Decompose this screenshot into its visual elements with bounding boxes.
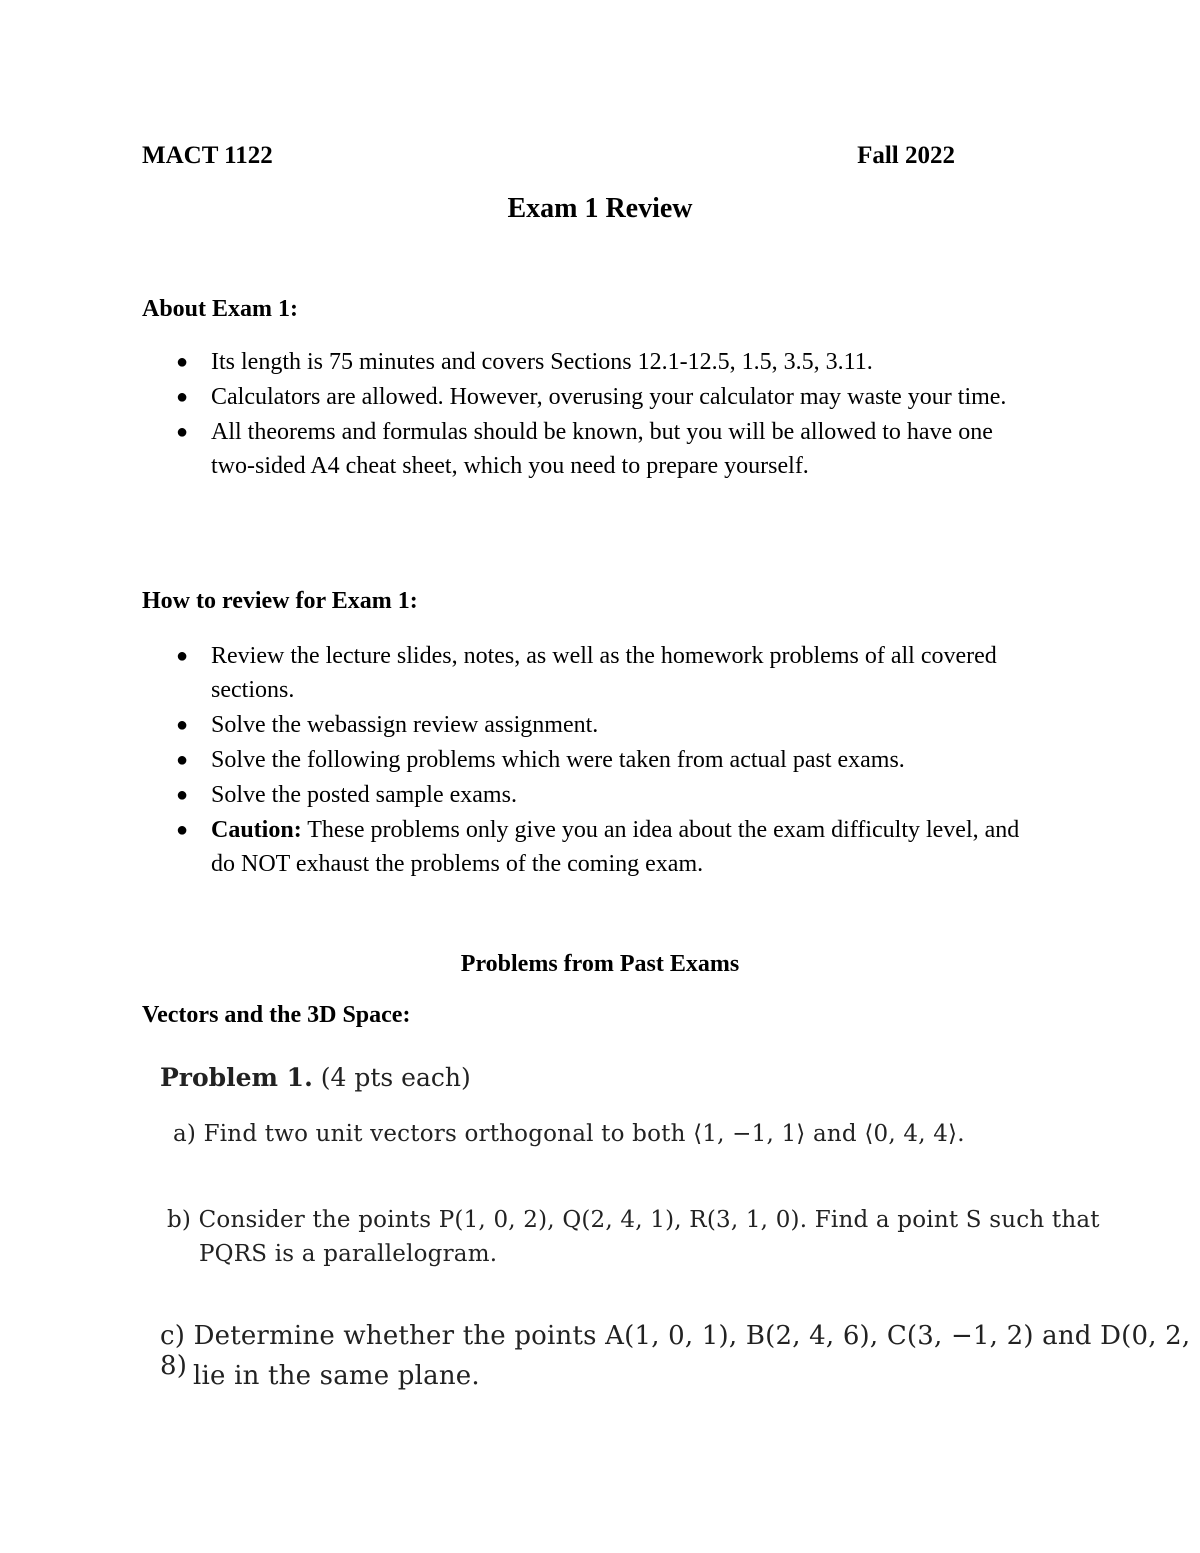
term-label: Fall 2022 [857, 142, 955, 169]
page-title: Exam 1 Review [507, 193, 693, 224]
list-item-text: Calculators are allowed. However, overusing your calculator may waste your time. [211, 384, 1007, 410]
problem-label: Problem 1. [160, 1063, 313, 1092]
problems-section-title: Problems from Past Exams [460, 951, 740, 977]
list-item-text: Its length is 75 minutes and covers Sections 12.1-12.5, 1.5, 3.5, 3.11. [211, 349, 873, 375]
list-item [142, 708, 1042, 742]
bullet-icon: ● [176, 645, 189, 667]
bullet-icon: ● [176, 714, 189, 736]
list-item [142, 778, 1042, 812]
caution-text: These problems only give you an idea about the exam difficulty level, and do NOT exhaust the problems of the coming exam. [211, 817, 1020, 877]
bullet-icon: ● [176, 351, 189, 373]
howto-list [142, 639, 1042, 882]
bullet-icon: ● [176, 386, 189, 408]
problem-1-title [160, 1063, 471, 1092]
problem-1b-line1: b) Consider the points P(1, 0, 2), Q(2, 4, 1), R(3, 1, 0). Find a point S such that [167, 1207, 1100, 1233]
vectors-heading: Vectors and the 3D Space: [142, 1002, 411, 1028]
list-item [142, 380, 1042, 414]
about-heading: About Exam 1: [142, 296, 299, 322]
problem-1a: a) Find two unit vectors orthogonal to both ⟨1, −1, 1⟩ and ⟨0, 4, 4⟩. [173, 1121, 965, 1147]
list-item-text: Solve the posted sample exams. [211, 782, 517, 808]
bullet-icon: ● [176, 784, 189, 806]
list-item-text: Review the lecture slides, notes, as well as the homework problems of all covered sections. [211, 643, 997, 703]
list-item [142, 743, 1042, 777]
list-item-text: Solve the following problems which were taken from actual past exams. [211, 747, 905, 773]
list-item [142, 345, 1042, 379]
bullet-icon: ● [176, 749, 189, 771]
problem-points: (4 pts each) [320, 1063, 471, 1092]
list-item [142, 415, 1042, 483]
bullet-icon: ● [176, 819, 189, 841]
list-item-text: Solve the webassign review assignment. [211, 712, 599, 738]
caution-label: Caution: [211, 817, 302, 843]
course-code: MACT 1122 [142, 142, 273, 169]
problem-1c-line1: c) Determine whether the points A(1, 0, 1), B(2, 4, 6), C(3, −1, 2) and D(0, 2, 8) [160, 1321, 1191, 1381]
list-item [142, 813, 1042, 881]
bullet-icon: ● [176, 421, 189, 443]
about-list [142, 345, 1042, 484]
list-item [142, 639, 1042, 707]
list-item-text: All theorems and formulas should be known, but you will be allowed to have one two-sided A4 cheat sheet, which you need to prepare yourself. [211, 419, 993, 479]
problem-1c-line2: lie in the same plane. [193, 1361, 480, 1391]
howto-heading: How to review for Exam 1: [142, 588, 418, 614]
problem-1b-line2: PQRS is a parallelogram. [199, 1241, 498, 1267]
